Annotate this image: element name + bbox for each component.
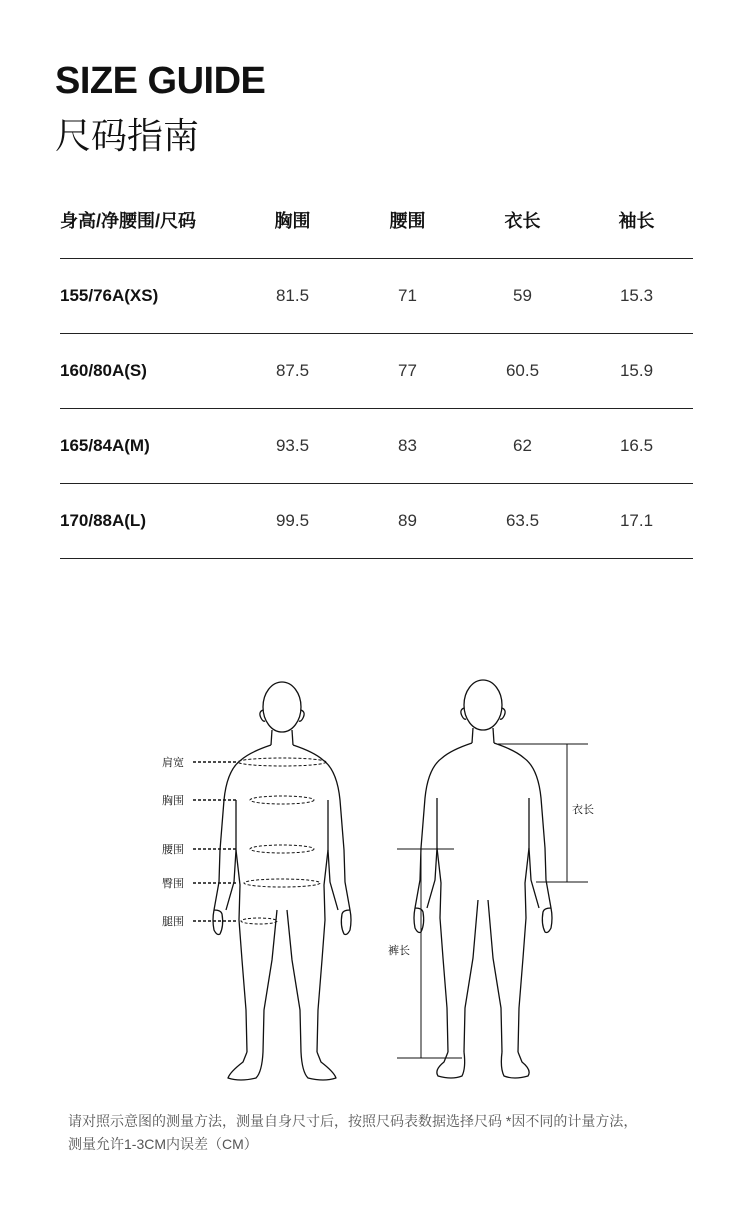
table-row (60, 259, 693, 334)
size-table (60, 182, 693, 559)
cell-chest: 87.5 (235, 334, 350, 409)
label-shoulder: 肩宽 (162, 757, 184, 769)
header-chest: 胸围 (274, 211, 311, 231)
header-sleeve: 袖长 (618, 211, 655, 231)
label-thigh: 腿围 (162, 916, 184, 928)
cell-waist: 77 (350, 334, 465, 409)
cell-size: 165/84A(M) (60, 409, 235, 484)
cell-waist: 71 (350, 259, 465, 334)
cell-waist: 83 (350, 409, 465, 484)
front-body-figure (213, 682, 351, 1080)
front-leader-lines (193, 762, 238, 921)
cell-length: 60.5 (465, 334, 580, 409)
front-measure-loops (238, 758, 326, 924)
label-pants-length: 裤长 (388, 945, 410, 957)
measurement-diagram (0, 660, 750, 1100)
label-hip: 臀围 (162, 878, 184, 890)
cell-length: 63.5 (465, 484, 580, 559)
cell-sleeve: 15.3 (580, 259, 693, 334)
title-english: SIZE GUIDE (55, 60, 266, 102)
cell-sleeve: 16.5 (580, 409, 693, 484)
cell-size: 170/88A(L) (60, 484, 235, 559)
cell-sleeve: 17.1 (580, 484, 693, 559)
note-line-2: 测量允许1-3CM内误差（CM） (68, 1136, 258, 1152)
cell-size: 155/76A(XS) (60, 259, 235, 334)
measurement-note (68, 1110, 708, 1156)
title-chinese: 尺码指南 (55, 115, 200, 156)
table-row (60, 409, 693, 484)
note-line-1: 请对照示意图的测量方法，测量自身尺寸后，按照尺码表数据选择尺码 *因不同的计量方法， (68, 1113, 638, 1129)
label-garment-length: 衣长 (572, 804, 594, 816)
header-size: 身高/净腰围/尺码 (60, 211, 197, 231)
cell-sleeve: 15.9 (580, 334, 693, 409)
cell-chest: 99.5 (235, 484, 350, 559)
header-length: 衣长 (504, 211, 541, 231)
table-row (60, 484, 693, 559)
cell-length: 62 (465, 409, 580, 484)
cell-length: 59 (465, 259, 580, 334)
cell-chest: 81.5 (235, 259, 350, 334)
cell-chest: 93.5 (235, 409, 350, 484)
label-chest: 胸围 (162, 795, 184, 807)
label-waist: 腰围 (162, 844, 184, 856)
header-waist: 腰围 (389, 211, 426, 231)
cell-waist: 89 (350, 484, 465, 559)
cell-size: 160/80A(S) (60, 334, 235, 409)
table-header-row (60, 182, 693, 259)
back-body-figure (414, 680, 552, 1078)
table-row (60, 334, 693, 409)
